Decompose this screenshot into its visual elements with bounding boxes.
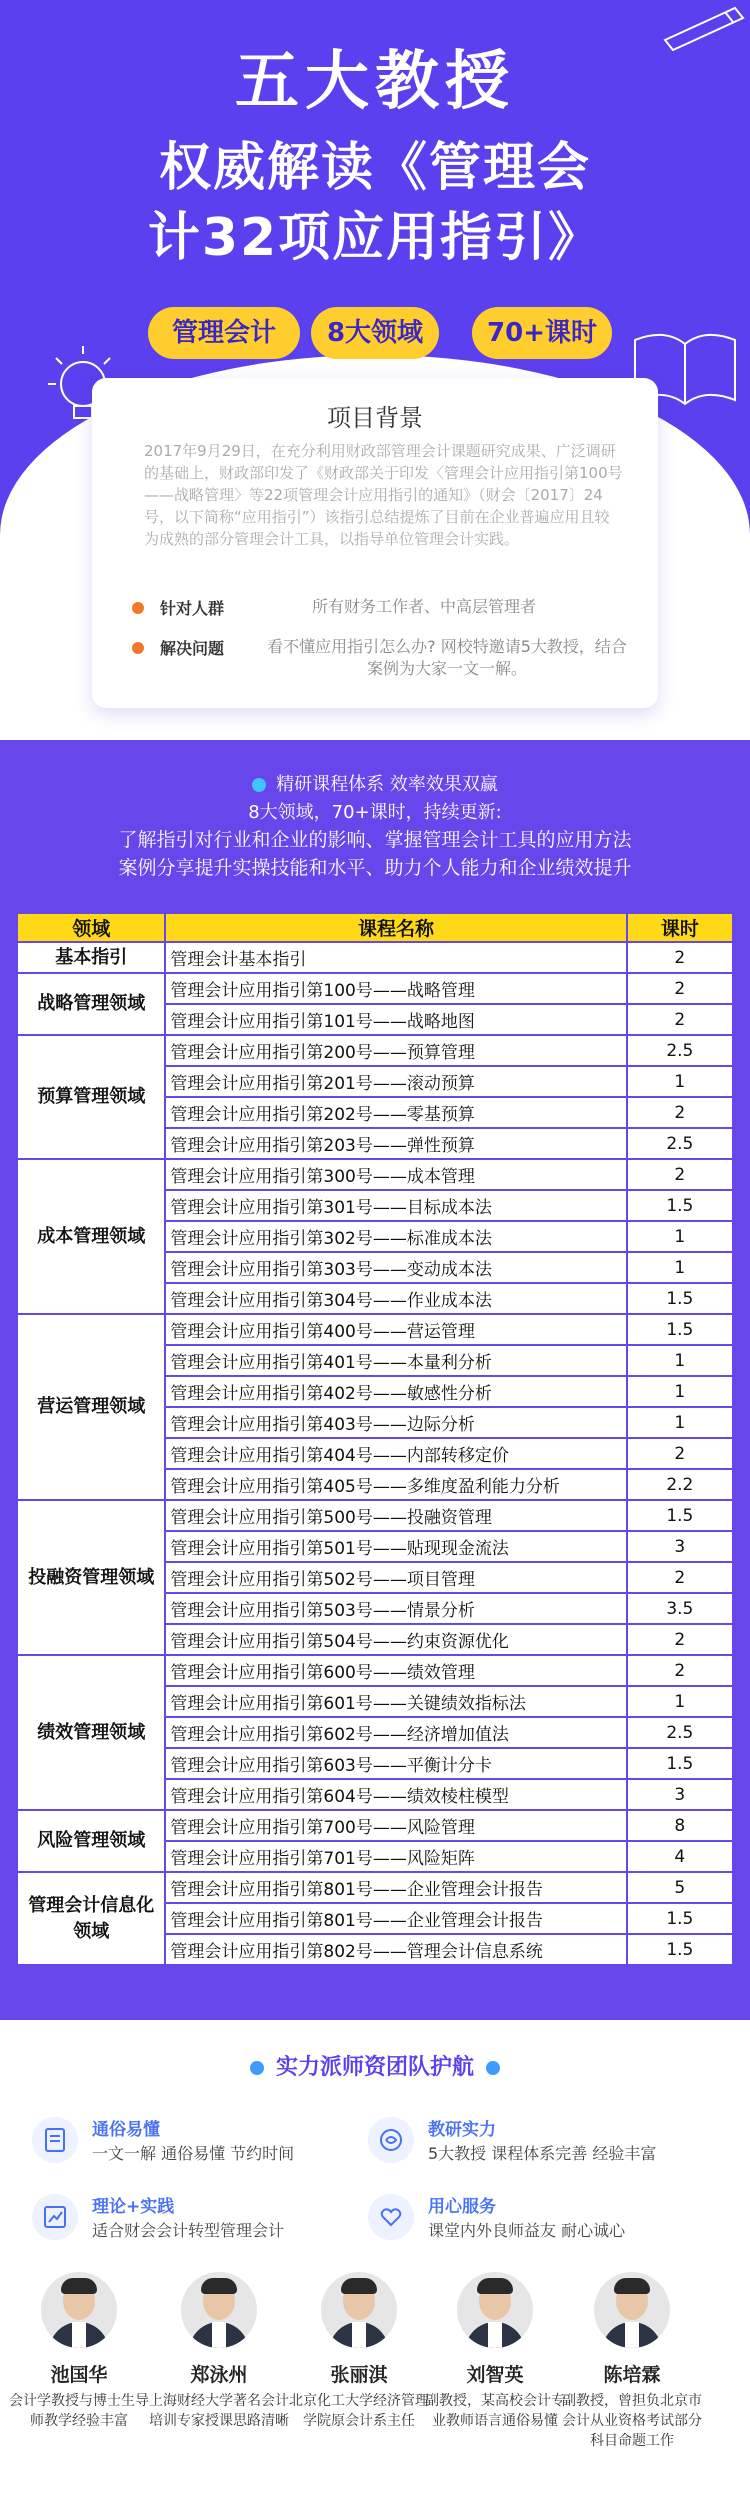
professor-desc: 上海财经大学著名会计培训专家授课思路清晰 [149,2393,289,2429]
star-icon [486,2061,500,2075]
orange-dot-icon [132,642,144,654]
course-name-cell: 管理会计基本指引 [165,942,626,973]
hours-cell: 2.2 [627,1469,733,1500]
hours-cell: 1.5 [627,1748,733,1779]
domain-cell: 管理会计信息化领域 [17,1872,165,1965]
header-course-name: 课程名称 [165,913,626,942]
hours-cell: 2.5 [627,1035,733,1066]
hours-cell: 2 [627,1438,733,1469]
hours-cell: 1 [627,1407,733,1438]
professor-card [144,2272,294,2431]
tag-course-hours: 70+课时 [472,307,612,359]
course-table-body [17,942,733,1965]
course-description [0,826,750,882]
hours-cell: 1.5 [627,1283,733,1314]
hours-cell: 2 [627,973,733,1004]
course-name-cell: 管理会计应用指引第200号——预算管理 [165,1035,626,1066]
background-title: 项目背景 [327,404,423,432]
course-name-cell: 管理会计应用指引第100号——战略管理 [165,973,626,1004]
team-title-text: 实力派师资团队护航 [275,2055,474,2080]
table-row [17,942,733,973]
heart-hands-icon [368,2194,414,2240]
course-name-cell: 管理会计应用指引第203号——弹性预算 [165,1128,626,1159]
hours-cell: 1 [627,1066,733,1097]
course-table [16,912,734,1966]
domain-cell: 战略管理领域 [17,973,165,1035]
course-name-cell: 管理会计应用指引第503号——情景分析 [165,1593,626,1624]
table-row [17,1314,733,1345]
course-desc-line2: 案例分享提升实操技能和水平、助力个人能力和企业绩效提升 [118,857,632,879]
star-icon [250,2061,264,2075]
hours-cell: 3.5 [627,1593,733,1624]
course-system-section [0,740,750,2020]
hours-cell: 1.5 [627,1934,733,1965]
table-header-row [17,913,733,942]
feature-easy-to-understand [32,2115,392,2173]
course-name-cell: 管理会计应用指引第801号——企业管理会计报告 [165,1903,626,1934]
table-row [17,1655,733,1686]
background-text: 2017年9月29日，在充分利用财政部管理会计课题研究成果、广泛调研的基础上，财政部印发了《财政部关于印发〈管理会计应用指引第100号——战略管理〉等22项管理会计应用指引的通知》（财会〔2017〕24号，以下简称“应用指引”）该指引总结提炼了目前在企业普遍应用且较为成熟的部分管理会计工具，以指导单位管理会计实践。 [144,442,623,548]
tag-management-accounting: 管理会计 [148,307,300,359]
table-row [17,1500,733,1531]
teacher-team-section [0,2020,750,2493]
course-name-cell: 管理会计应用指引第502号——项目管理 [165,1562,626,1593]
domain-cell: 成本管理领域 [17,1159,165,1314]
professor-avatar [321,2272,397,2348]
table-row [17,973,733,1004]
feature-desc: 课堂内外良师益友 耐心诚心 [428,2221,626,2240]
course-name-cell: 管理会计应用指引第801号——企业管理会计报告 [165,1872,626,1903]
table-row [17,1159,733,1190]
document-icon [32,2117,78,2163]
header-domain: 领域 [17,913,165,942]
hours-cell: 2 [627,1562,733,1593]
course-name-cell: 管理会计应用指引第303号——变动成本法 [165,1252,626,1283]
problem-solved-label: 解决问题 [160,639,225,658]
hours-cell: 1 [627,1345,733,1376]
course-name-cell: 管理会计应用指引第504号——约束资源优化 [165,1624,626,1655]
hours-cell: 3 [627,1779,733,1810]
feature-title: 用心服务 [428,2197,496,2217]
target-audience-value: 所有财务工作者、中高层管理者 [312,597,537,616]
course-name-cell: 管理会计应用指引第600号——绩效管理 [165,1655,626,1686]
course-name-cell: 管理会计应用指引第601号——关键绩效指标法 [165,1686,626,1717]
professor-card [557,2272,707,2451]
hours-cell: 1.5 [627,1314,733,1345]
professor-desc: 副教授，某高校会计专业教师语言通俗易懂 [425,2393,565,2429]
feature-title: 通俗易懂 [92,2120,160,2140]
hours-cell: 5 [627,1872,733,1903]
table-row [17,1035,733,1066]
hero-title-line1: 五大教授 [235,45,515,119]
feature-desc: 一文一解 通俗易懂 节约时间 [92,2144,295,2163]
target-audience-label: 针对人群 [160,599,225,618]
professor-desc: 副教授，曾担负北京市会计从业资格考试部分科目命题工作 [562,2393,702,2449]
hours-cell: 1.5 [627,1190,733,1221]
professor-desc: 会计学教授与博士生导师教学经验丰富 [9,2393,149,2429]
hours-cell: 2.5 [627,1717,733,1748]
hero-title-line2: 权威解读《管理会 [158,138,591,198]
course-name-cell: 管理会计应用指引第300号——成本管理 [165,1159,626,1190]
professor-avatar [181,2272,257,2348]
course-name-cell: 管理会计应用指引第202号——零基预算 [165,1097,626,1128]
hours-cell: 8 [627,1810,733,1841]
domain-cell: 预算管理领域 [17,1035,165,1159]
feature-title: 理论+实践 [92,2197,175,2217]
hours-cell: 1.5 [627,1500,733,1531]
feature-desc: 适合财会会计转型管理会计 [92,2221,285,2240]
course-name-cell: 管理会计应用指引第404号——内部转移定价 [165,1438,626,1469]
table-row [17,1810,733,1841]
hours-cell: 2 [627,942,733,973]
domain-cell: 基本指引 [17,942,165,973]
domain-cell: 投融资管理领域 [17,1500,165,1655]
professor-card [284,2272,434,2431]
chart-icon [32,2194,78,2240]
domain-cell: 营运管理领域 [17,1314,165,1500]
brain-icon [368,2117,414,2163]
course-name-cell: 管理会计应用指引第402号——敏感性分析 [165,1376,626,1407]
course-name-cell: 管理会计应用指引第201号——滚动预算 [165,1066,626,1097]
course-name-cell: 管理会计应用指引第501号——贴现现金流法 [165,1531,626,1562]
domain-cell: 风险管理领域 [17,1810,165,1872]
professor-avatar [594,2272,670,2348]
professor-name: 刘智英 [466,2364,524,2386]
hours-cell: 2 [627,1624,733,1655]
table-row [17,1872,733,1903]
problem-solved-value: 看不懂应用指引怎么办? 网校特邀请5大教授，结合案例为大家一文一解。 [267,637,627,678]
hours-cell: 1 [627,1376,733,1407]
course-header [0,770,750,796]
hours-cell: 2 [627,1159,733,1190]
hours-cell: 1 [627,1221,733,1252]
feature-theory-practice [32,2192,392,2250]
course-name-cell: 管理会计应用指引第401号——本量利分析 [165,1345,626,1376]
course-name-cell: 管理会计应用指引第304号——作业成本法 [165,1283,626,1314]
course-name-cell: 管理会计应用指引第405号——多维度盈利能力分析 [165,1469,626,1500]
professor-avatar [41,2272,117,2348]
course-name-cell: 管理会计应用指引第604号——绩效棱柱模型 [165,1779,626,1810]
course-name-cell: 管理会计应用指引第403号——边际分析 [165,1407,626,1438]
professor-avatar [457,2272,533,2348]
hours-cell: 1.5 [627,1903,733,1934]
professor-desc: 北京化工大学经济管理学院原会计系主任 [289,2393,429,2429]
hours-cell: 3 [627,1531,733,1562]
course-name-cell: 管理会计应用指引第400号——营运管理 [165,1314,626,1345]
domain-cell: 绩效管理领域 [17,1655,165,1810]
header-hours: 课时 [627,913,733,942]
professor-name: 张丽淇 [330,2364,388,2386]
professor-name: 郑泳州 [190,2364,248,2386]
hero-title-line3: 计32项应用指引》 [147,208,603,268]
course-name-cell: 管理会计应用指引第301号——目标成本法 [165,1190,626,1221]
course-name-cell: 管理会计应用指引第700号——风险管理 [165,1810,626,1841]
course-name-cell: 管理会计应用指引第603号——平衡计分卡 [165,1748,626,1779]
hours-cell: 1 [627,1686,733,1717]
hours-cell: 2 [627,1097,733,1128]
hours-cell: 2 [627,1655,733,1686]
course-name-cell: 管理会计应用指引第500号——投融资管理 [165,1500,626,1531]
feature-desc: 5大教授 课程体系完善 经验丰富 [428,2144,657,2163]
feature-title: 教研实力 [428,2120,496,2140]
course-header-text: 精研课程体系 效率效果双赢 [276,774,498,795]
professor-card [4,2272,154,2431]
professor-name: 陈培霖 [603,2364,661,2386]
orange-dot-icon [132,602,144,614]
course-desc-line1: 了解指引对行业和企业的影响、掌握管理会计工具的应用方法 [118,829,632,851]
course-name-cell: 管理会计应用指引第802号——管理会计信息系统 [165,1934,626,1965]
course-name-cell: 管理会计应用指引第101号——战略地图 [165,1004,626,1035]
hero-banner [0,0,750,740]
feature-dedicated-service [368,2192,728,2250]
course-name-cell: 管理会计应用指引第602号——经济增加值法 [165,1717,626,1748]
course-name-cell: 管理会计应用指引第302号——标准成本法 [165,1221,626,1252]
tag-eight-domains: 8大领域 [311,307,439,359]
course-name-cell: 管理会计应用指引第701号——风险矩阵 [165,1841,626,1872]
hours-cell: 2.5 [627,1128,733,1159]
hours-cell: 2 [627,1004,733,1035]
project-background-card [92,378,658,708]
feature-teaching-strength [368,2115,728,2173]
professor-name: 池国华 [50,2364,108,2386]
hours-cell: 1 [627,1252,733,1283]
star-icon [252,778,266,792]
hours-cell: 4 [627,1841,733,1872]
professor-card [420,2272,570,2431]
course-subtitle: 8大领域，70+课时，持续更新: [248,802,502,823]
team-title [0,2050,750,2081]
